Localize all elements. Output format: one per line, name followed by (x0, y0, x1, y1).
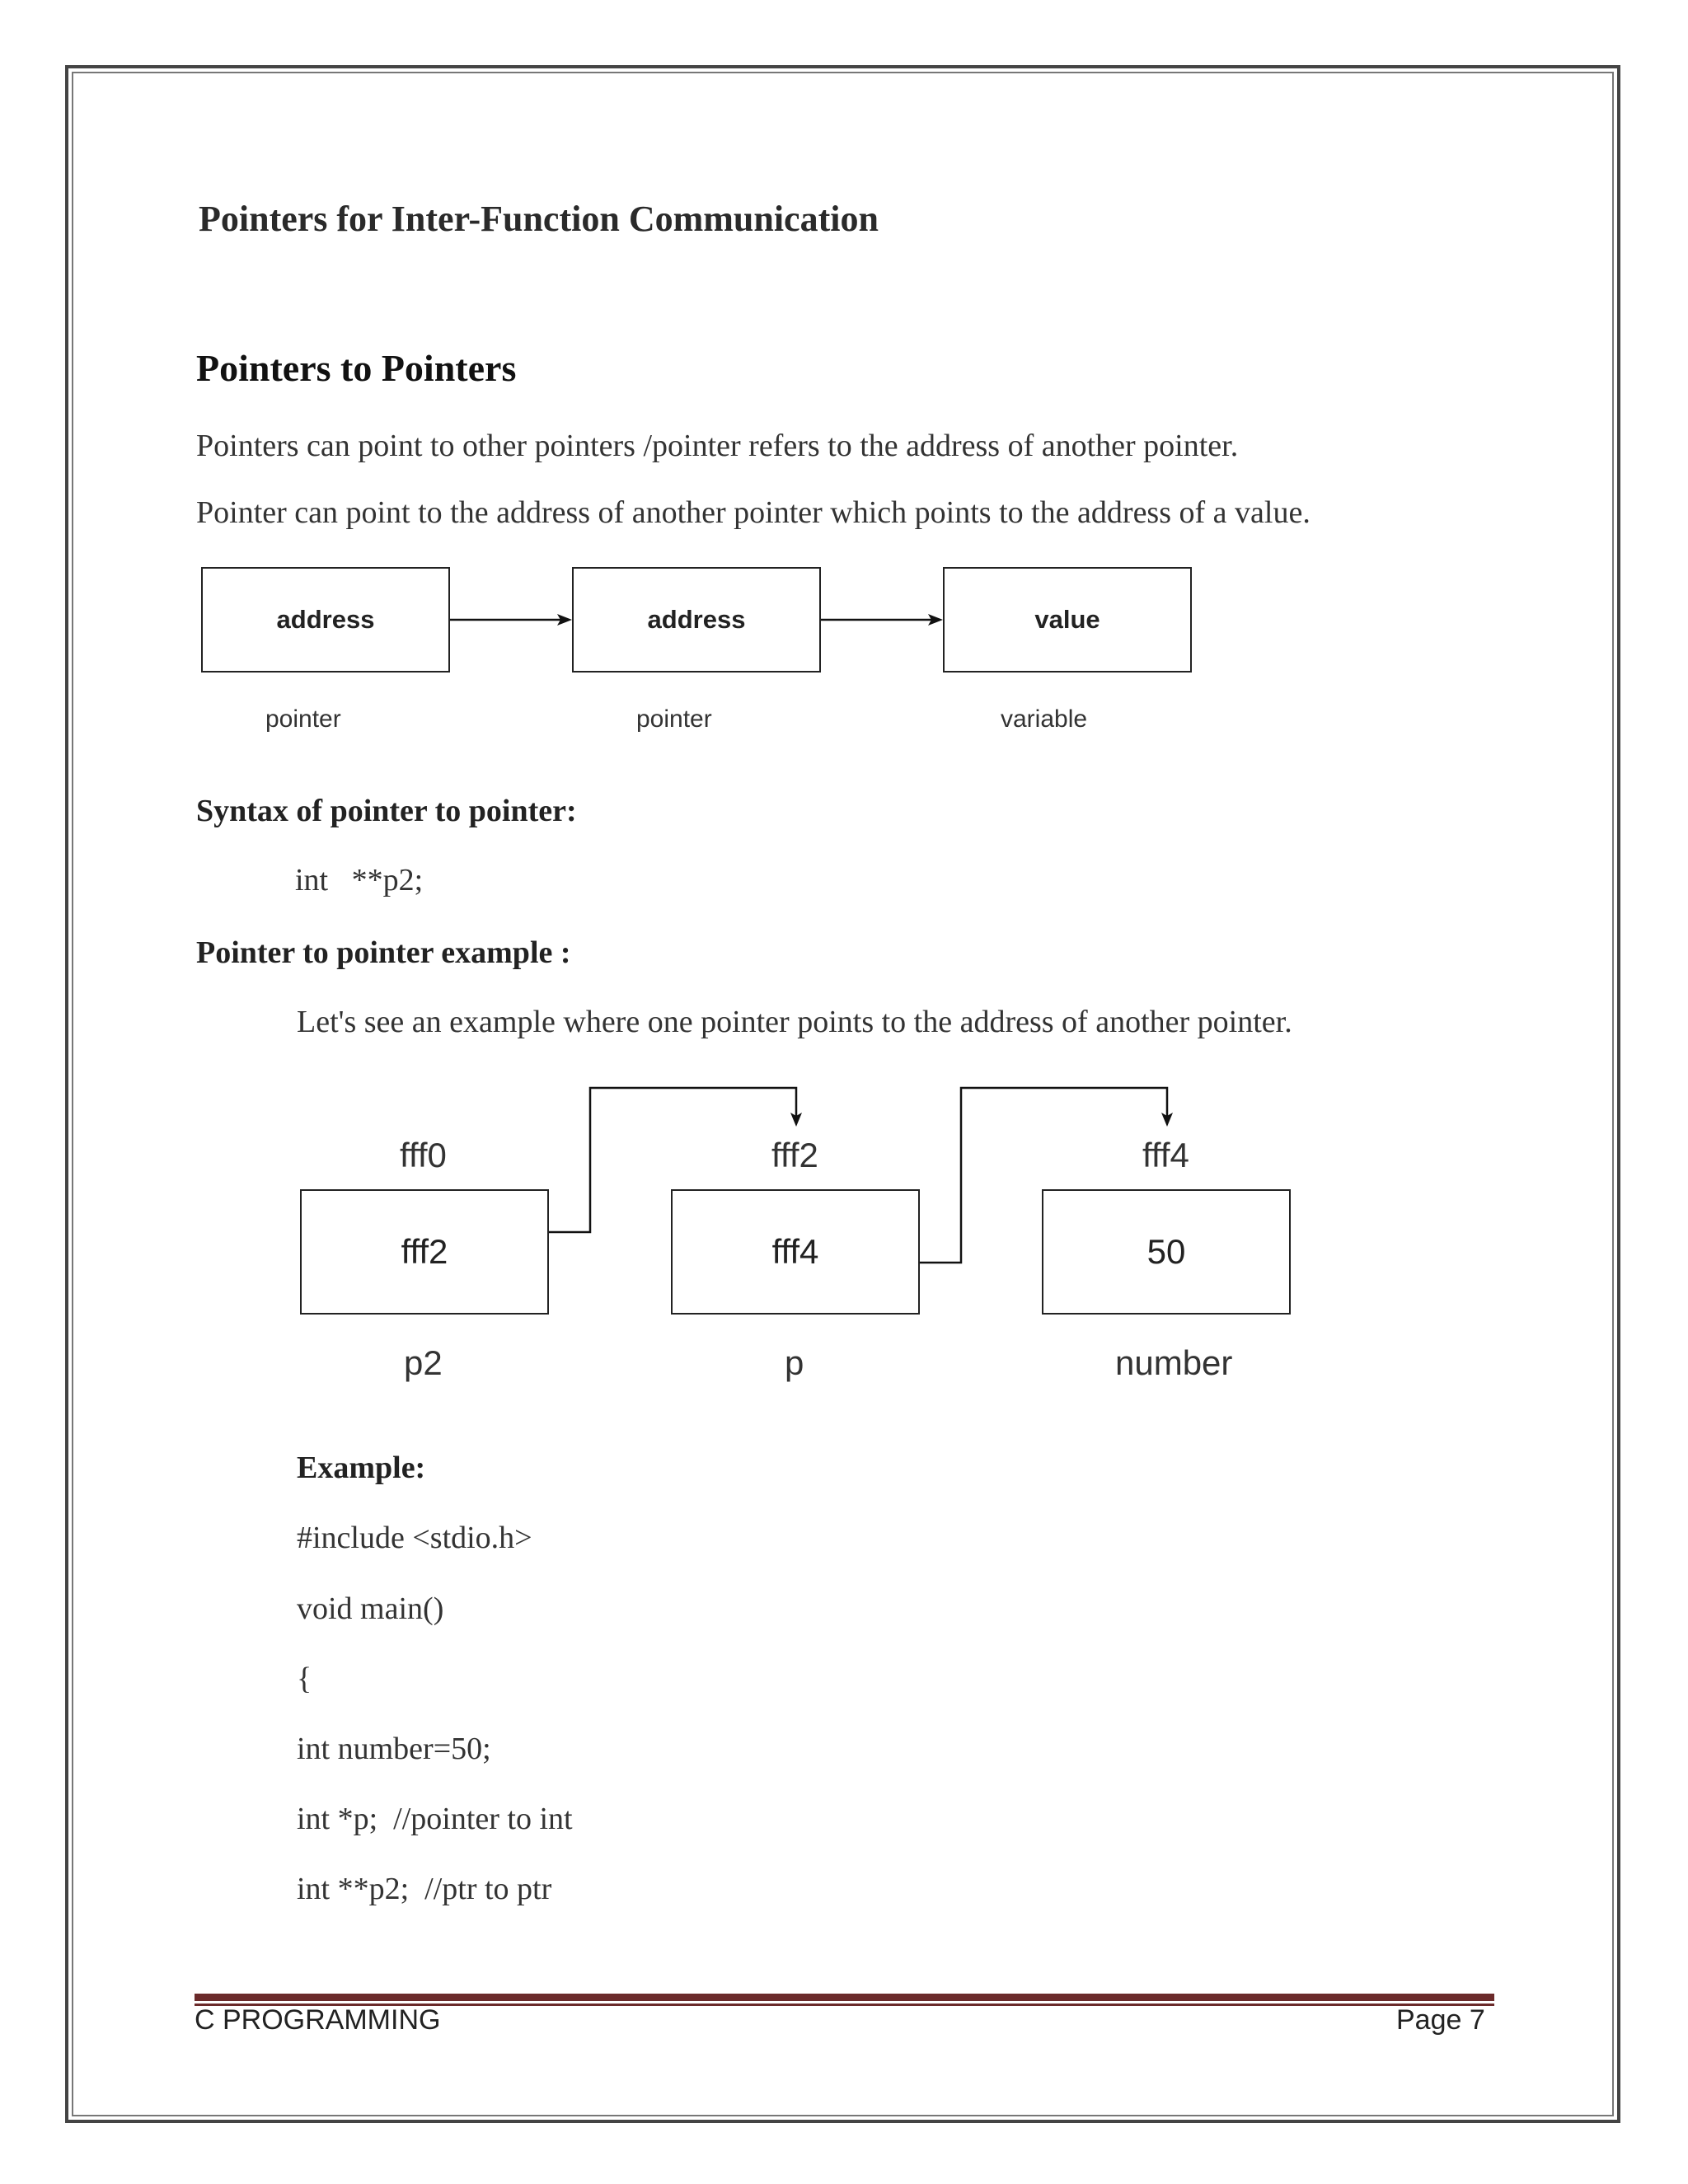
footer-title: C PROGRAMMING (195, 2004, 441, 2036)
diagram2-box-p2: fff2 (300, 1189, 549, 1315)
paragraph-1: Pointers can point to other pointers /pointer refers to the address of another pointer. (196, 429, 1239, 463)
code-heading: Example: (297, 1451, 426, 1485)
diagram1-box-2: address (572, 567, 821, 673)
syntax-heading: Syntax of pointer to pointer: (196, 794, 577, 828)
footer-rule (195, 1994, 1494, 2001)
diagram2-address-2: fff2 (771, 1136, 818, 1174)
syntax-code: int **p2; (295, 863, 424, 898)
code-line: int *p; //pointer to int (297, 1802, 573, 1836)
diagram2-address-3: fff4 (1142, 1136, 1189, 1174)
code-line: int number=50; (297, 1732, 491, 1766)
example-heading: Pointer to pointer example : (196, 935, 571, 970)
code-line: { (297, 1661, 312, 1696)
diagram1-caption-3: variable (1001, 705, 1088, 733)
diagram1-caption-2: pointer (636, 705, 712, 733)
example-intro: Let's see an example where one pointer points to the address of another pointer. (297, 1005, 1292, 1039)
diagram1-caption-1: pointer (265, 705, 341, 733)
diagram2-name-2: p (785, 1343, 804, 1382)
code-line: #include <stdio.h> (297, 1521, 532, 1555)
code-line: void main() (297, 1591, 444, 1626)
section-heading: Pointers to Pointers (196, 347, 517, 389)
code-line: int **p2; //ptr to ptr (297, 1872, 552, 1906)
main-heading: Pointers for Inter-Function Communication (199, 199, 879, 239)
diagram1-box-3: value (943, 567, 1192, 673)
diagram1-box-1: address (201, 567, 450, 673)
diagram2-address-1: fff0 (400, 1136, 447, 1174)
diagram2-box-p: fff4 (671, 1189, 920, 1315)
diagram2-box-number: 50 (1042, 1189, 1291, 1315)
paragraph-2: Pointer can point to the address of another pointer which points to the address of a value. (196, 495, 1311, 530)
diagram2-name-1: p2 (404, 1343, 443, 1382)
page-number: Page 7 (1396, 2004, 1485, 2036)
diagram2-name-3: number (1115, 1343, 1233, 1382)
